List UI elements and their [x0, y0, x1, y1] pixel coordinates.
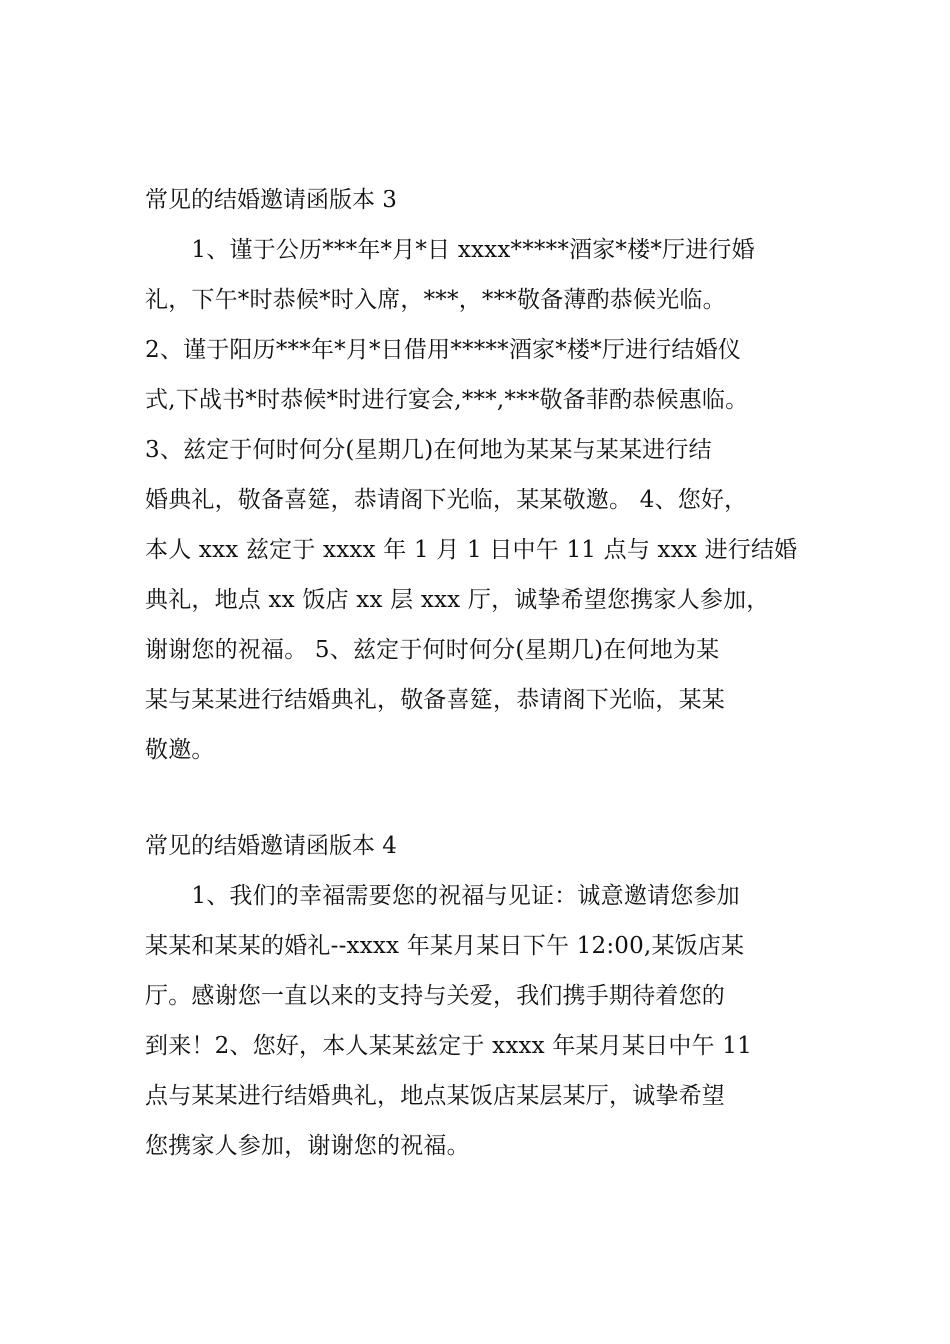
section-title: 常见的结婚邀请函版本 4 [145, 833, 397, 859]
paragraph-line: 3、兹定于何时何分(星期几)在何地为某某与某某进行结 [145, 437, 712, 463]
invitation-section-version-3 [145, 180, 825, 770]
paragraph-line: 式,下战书*时恭候*时进行宴会,***,***敬备菲酌恭候惠临。 [145, 387, 749, 413]
paragraph-line: 某某和某某的婚礼--xxxx 年某月某日下午 12:00,某饭店某 [145, 933, 745, 959]
paragraph-line: 婚典礼，敬备喜筵，恭请阁下光临，某某敬邀。 4、您好， [145, 487, 748, 513]
paragraph-line: 典礼，地点 xx 饭店 xx 层 xxx 厅，诚挚希望您携家人参加， [145, 587, 770, 613]
paragraph-line: 您携家人参加，谢谢您的祝福。 [145, 1133, 470, 1159]
paragraph-line: 敬邀。 [145, 737, 215, 763]
paragraph-line: 1、谨于公历***年*月*日 xxxx*****酒家*楼*厅进行婚 [145, 237, 755, 263]
paragraph-line: 厅。感谢您一直以来的支持与关爱，我们携手期待着您的 [145, 983, 725, 1009]
paragraph-line: 点与某某进行结婚典礼，地点某饭店某层某厅，诚挚希望 [145, 1083, 725, 1109]
invitation-section-version-4 [145, 826, 825, 1166]
paragraph-line: 谢谢您的祝福。 5、兹定于何时何分(星期几)在何地为某 [145, 637, 720, 663]
section-title: 常见的结婚邀请函版本 3 [145, 187, 397, 213]
paragraph-line: 本人 xxx 兹定于 xxxx 年 1 月 1 日中午 11 点与 xxx 进行结婚 [145, 537, 798, 563]
paragraph-line: 某与某某进行结婚典礼，敬备喜筵，恭请阁下光临，某某 [145, 687, 725, 713]
paragraph-line: 2、谨于阳历***年*月*日借用*****酒家*楼*厅进行结婚仪 [145, 337, 742, 363]
paragraph-line: 1、我们的幸福需要您的祝福与见证：诚意邀请您参加 [145, 883, 740, 909]
paragraph-line: 到来！2、您好，本人某某兹定于 xxxx 年某月某日中午 11 [145, 1033, 752, 1059]
paragraph-line: 礼，下午*时恭候*时入席，***，***敬备薄酌恭候光临。 [145, 287, 726, 313]
